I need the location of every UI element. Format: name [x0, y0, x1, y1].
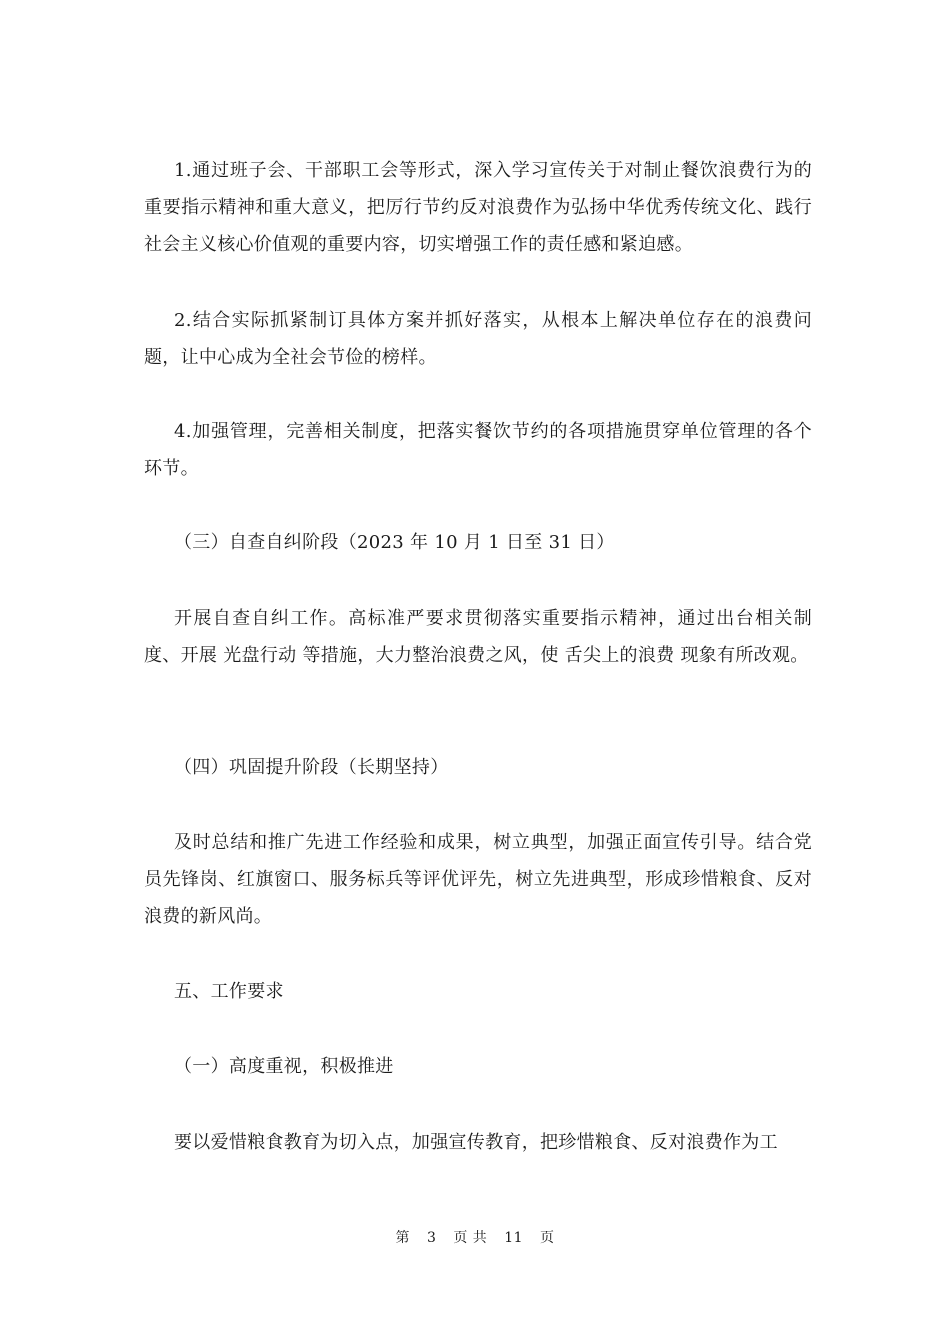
footer-middle: 页 共 — [453, 1230, 488, 1246]
footer-prefix: 第 — [395, 1230, 410, 1246]
footer-total-pages: 11 — [504, 1230, 524, 1246]
paragraph-1: 1.通过班子会、干部职工会等形式，深入学习宣传关于对制止餐饮浪费行为的重要指示精神和重大意义，把厉行节约反对浪费作为弘扬中华优秀传统文化、践行社会主义核心价值观的重要内容，切实增强工作的责任感和紧迫感。 — [144, 160, 812, 255]
page-footer — [0, 1227, 950, 1247]
chapter-heading-5: 五、工作要求 — [174, 981, 284, 1002]
paragraph-6: 要以爱惜粮食教育为切入点，加强宣传教育，把珍惜粮食、反对浪费作为工 — [174, 1132, 778, 1153]
paragraph-2: 2.结合实际抓紧制订具体方案并抓好落实，从根本上解决单位存在的浪费问题，让中心成为全社会节俭的榜样。 — [144, 310, 812, 368]
paragraph-4: 开展自查自纠工作。高标准严要求贯彻落实重要指示精神，通过出台相关制度、开展 光盘行动 等措施，大力整治浪费之风，使 舌尖上的浪费 现象有所改观。 — [144, 608, 812, 666]
paragraph-5: 及时总结和推广先进工作经验和成果，树立典型，加强正面宣传引导。结合党员先锋岗、红旗窗口、服务标兵等评优评先，树立先进典型，形成珍惜粮食、反对浪费的新风尚。 — [144, 832, 812, 927]
footer-suffix: 页 — [540, 1230, 555, 1246]
paragraph-3: 4.加强管理，完善相关制度，把落实餐饮节约的各项措施贯穿单位管理的各个环节。 — [144, 421, 812, 479]
subsection-heading-1: （一）高度重视，积极推进 — [174, 1056, 394, 1077]
section-heading-3: （三）自查自纠阶段（2023 年 10 月 1 日至 31 日） — [174, 532, 615, 553]
section-heading-4: （四）巩固提升阶段（长期坚持） — [174, 757, 449, 778]
footer-page-number: 3 — [426, 1230, 437, 1246]
